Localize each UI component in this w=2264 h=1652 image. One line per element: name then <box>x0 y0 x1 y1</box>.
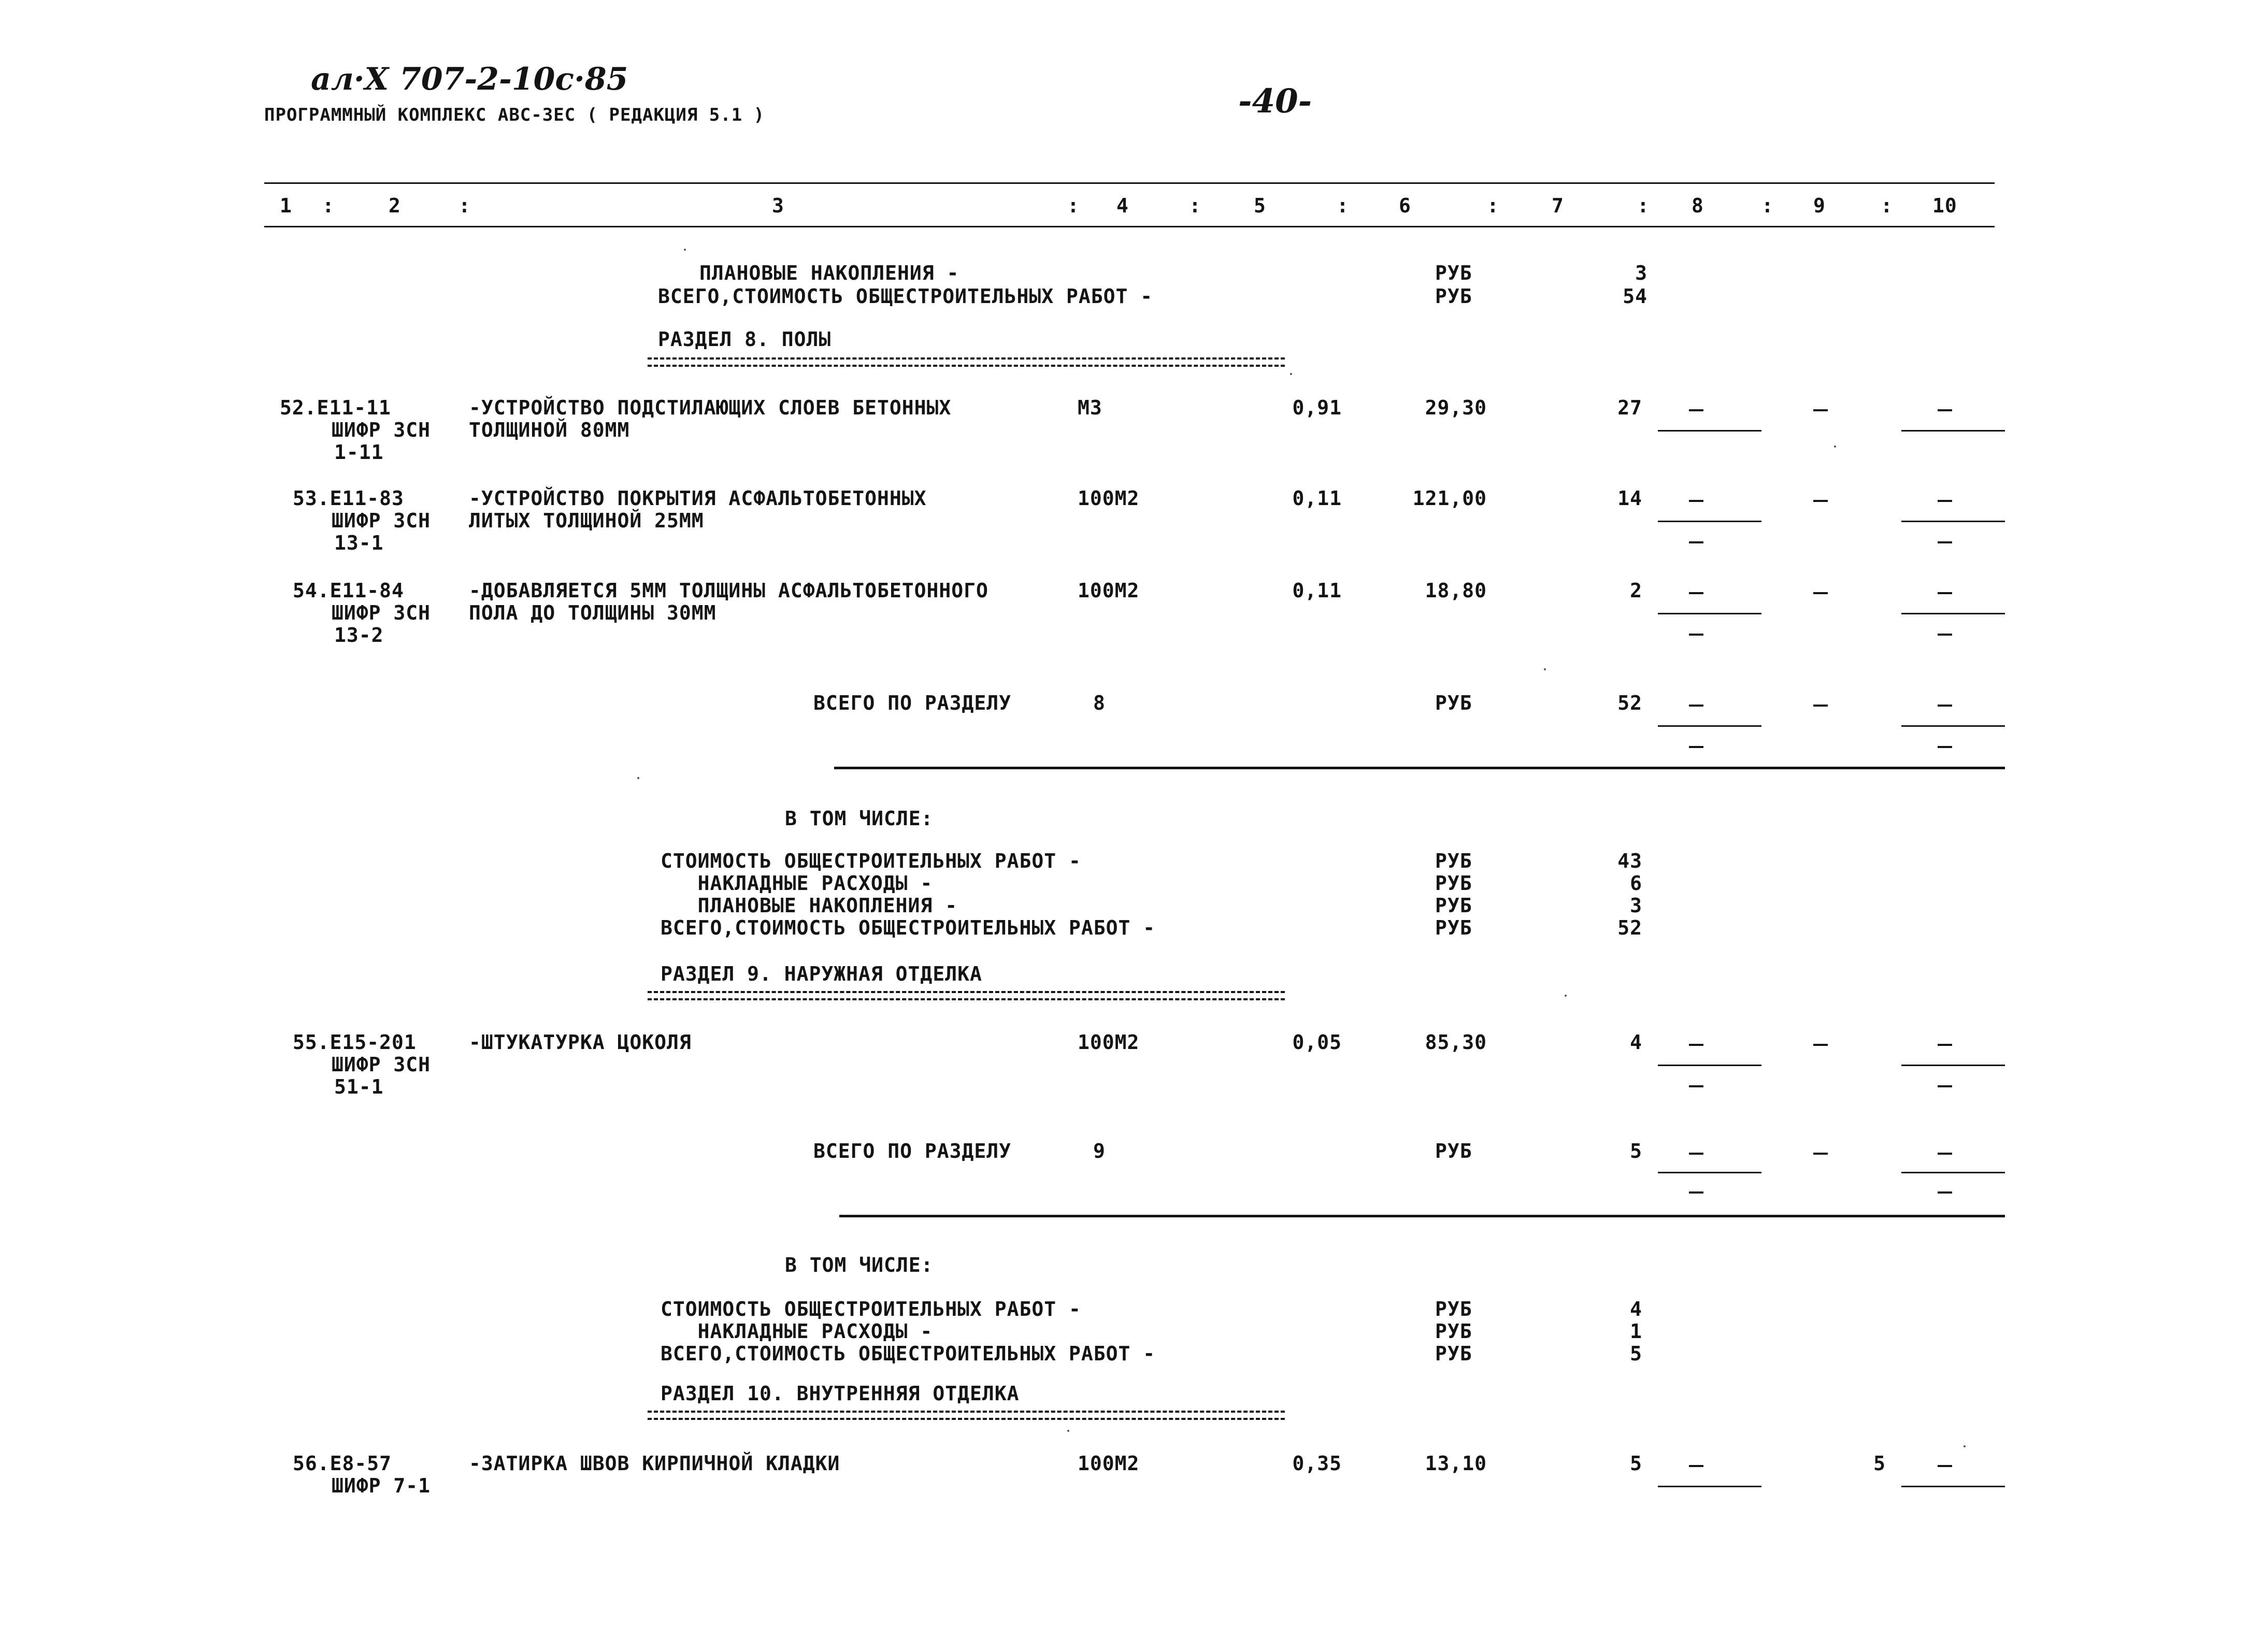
subtotal-label: ВСЕГО ПО РАЗДЕЛУ <box>813 692 1012 714</box>
col-5: 5 <box>1254 194 1266 217</box>
section-title: РАЗДЕЛ 9. НАРУЖНАЯ ОТДЕЛКА <box>661 963 982 985</box>
cell-underline <box>1901 613 2005 614</box>
breakdown-value: 43 <box>1617 850 1642 872</box>
col-10: 10 <box>1932 194 1957 217</box>
summary-unit: РУБ <box>1435 285 1472 308</box>
item-unit: 100М2 <box>1078 1452 1140 1475</box>
item-code-cipher: ШИФР 7-1 <box>332 1474 431 1497</box>
breakdown-unit: РУБ <box>1435 1320 1472 1343</box>
item-quantity: 0,11 <box>1292 579 1342 602</box>
col8-dash <box>1689 1465 1703 1467</box>
col10-dash <box>1938 592 1952 594</box>
subtotal-rule <box>834 767 2005 769</box>
col8-dash <box>1689 409 1703 411</box>
section-title: РАЗДЕЛ 8. ПОЛЫ <box>658 328 832 351</box>
item-code: 53.Е11-83 <box>293 487 404 510</box>
item-code-cipher: ШИФР ЗСН <box>332 1053 431 1076</box>
scan-noise <box>1565 995 1567 997</box>
section-title: РАЗДЕЛ 10. ВНУТРЕННЯЯ ОТДЕЛКА <box>661 1382 1020 1405</box>
breakdown-unit: РУБ <box>1435 850 1472 872</box>
item-price: 121,00 <box>1412 487 1487 510</box>
item-description: -ШТУКАТУРКА ЦОКОЛЯ <box>469 1031 692 1054</box>
subtotal-unit: РУБ <box>1435 692 1472 714</box>
scan-noise <box>1544 668 1546 670</box>
program-title: ПРОГРАММНЫЙ КОМПЛЕКС АВС-ЗЕС ( РЕДАКЦИЯ 5.1 ) <box>264 105 765 125</box>
cell-underline <box>1658 725 1761 727</box>
col8-dash <box>1689 1044 1703 1046</box>
cell-underline <box>1901 521 2005 522</box>
section-underline <box>648 357 1285 367</box>
subtotal-rule <box>839 1215 2005 1217</box>
col-sep: : <box>322 194 335 217</box>
col-sep: : <box>1337 194 1349 217</box>
cell-underline <box>1901 1172 2005 1173</box>
subtotal-label: ВСЕГО ПО РАЗДЕЛУ <box>813 1140 1012 1162</box>
col8-dash <box>1689 1191 1703 1194</box>
cell-underline <box>1658 521 1761 522</box>
col-sep: : <box>1761 194 1774 217</box>
col-6: 6 <box>1399 194 1411 217</box>
col10-dash <box>1938 705 1952 707</box>
summary-unit: РУБ <box>1435 262 1472 284</box>
col-9: 9 <box>1813 194 1826 217</box>
subtotal-unit: РУБ <box>1435 1140 1472 1162</box>
col-sep: : <box>1189 194 1201 217</box>
breakdown-label: ВСЕГО,СТОИМОСТЬ ОБЩЕСТРОИТЕЛЬНЫХ РАБОТ - <box>661 1342 1156 1365</box>
including-heading: В ТОМ ЧИСЛЕ: <box>785 807 934 830</box>
summary-label: ПЛАНОВЫЕ НАКОПЛЕНИЯ - <box>699 262 959 284</box>
col10-dash <box>1938 634 1952 636</box>
item-unit: М3 <box>1078 396 1102 419</box>
col8-dash <box>1689 705 1703 707</box>
item-description: ТОЛЩИНОЙ 80ММ <box>469 419 630 441</box>
col-1: 1 <box>280 194 292 217</box>
breakdown-value: 52 <box>1617 916 1642 939</box>
col8-dash <box>1689 1153 1703 1155</box>
scan-noise <box>684 249 686 251</box>
subtotal-section-number: 8 <box>1093 692 1106 714</box>
breakdown-label: ПЛАНОВЫЕ НАКОПЛЕНИЯ - <box>661 894 958 917</box>
col10-dash <box>1938 1044 1952 1046</box>
breakdown-unit: РУБ <box>1435 872 1472 895</box>
item-code: 54.Е11-84 <box>293 579 404 602</box>
item-code-cipher: ШИФР ЗСН <box>332 601 431 624</box>
breakdown-value: 1 <box>1630 1320 1642 1343</box>
item-unit: 100М2 <box>1078 487 1140 510</box>
item-description: ПОЛА ДО ТОЛЩИНЫ 30ММ <box>469 601 717 624</box>
cell-underline <box>1658 1172 1761 1173</box>
item-total: 27 <box>1617 396 1642 419</box>
col-sep: : <box>1881 194 1893 217</box>
section-underline <box>648 991 1285 1000</box>
cell-underline <box>1658 1486 1761 1487</box>
cell-underline <box>1658 613 1761 614</box>
breakdown-value: 4 <box>1630 1298 1642 1320</box>
section-underline <box>648 1411 1285 1420</box>
col10-dash <box>1938 1191 1952 1194</box>
cell-underline <box>1901 430 2005 432</box>
col10-dash <box>1938 1465 1952 1467</box>
breakdown-label: ВСЕГО,СТОИМОСТЬ ОБЩЕСТРОИТЕЛЬНЫХ РАБОТ - <box>661 916 1156 939</box>
item-quantity: 0,35 <box>1292 1452 1342 1475</box>
item-description: -ДОБАВЛЯЕТСЯ 5ММ ТОЛЩИНЫ АСФАЛЬТОБЕТОННОГО <box>469 579 988 602</box>
item-description: -ЗАТИРКА ШВОВ КИРПИЧНОЙ КЛАДКИ <box>469 1452 840 1475</box>
col-4: 4 <box>1116 194 1129 217</box>
breakdown-label: СТОИМОСТЬ ОБЩЕСТРОИТЕЛЬНЫХ РАБОТ - <box>661 850 1081 872</box>
breakdown-unit: РУБ <box>1435 894 1472 917</box>
item-code: 56.Е8-57 <box>293 1452 392 1475</box>
item-price: 29,30 <box>1425 396 1487 419</box>
item-code-number: 1-11 <box>334 441 384 464</box>
scan-noise <box>637 777 639 779</box>
breakdown-value: 5 <box>1630 1342 1642 1365</box>
item-unit: 100М2 <box>1078 579 1140 602</box>
subtotal-value: 5 <box>1630 1140 1642 1162</box>
col8-dash <box>1689 541 1703 543</box>
item-quantity: 0,11 <box>1292 487 1342 510</box>
col9-dash <box>1813 592 1828 594</box>
header-rule-top <box>264 182 1995 184</box>
item-description: -УСТРОЙСТВО ПОДСТИЛАЮЩИХ СЛОЕВ БЕТОННЫХ <box>469 396 952 419</box>
col10-dash <box>1938 1085 1952 1087</box>
col9-dash <box>1813 1044 1828 1046</box>
col-sep: : <box>458 194 471 217</box>
item-code: 52.Е11-11 <box>280 396 391 419</box>
item-unit: 100М2 <box>1078 1031 1140 1054</box>
col8-dash <box>1689 1085 1703 1087</box>
subtotal-section-number: 9 <box>1093 1140 1106 1162</box>
col8-dash <box>1689 592 1703 594</box>
breakdown-label: НАКЛАДНЫЕ РАСХОДЫ - <box>661 872 933 895</box>
breakdown-unit: РУБ <box>1435 916 1472 939</box>
summary-value: 54 <box>1623 285 1647 308</box>
handwritten-reference: ал·X 707-2-10с·85 <box>311 61 628 97</box>
item-code-cipher: ШИФР ЗСН <box>332 509 431 532</box>
item-quantity: 0,91 <box>1292 396 1342 419</box>
item-code-number: 51-1 <box>334 1075 384 1098</box>
cell-underline <box>1901 725 2005 727</box>
col9-dash <box>1813 500 1828 502</box>
col-sep: : <box>1487 194 1499 217</box>
col9-dash <box>1813 1153 1828 1155</box>
col10-dash <box>1938 746 1952 748</box>
col-8: 8 <box>1692 194 1704 217</box>
scan-noise <box>1964 1445 1966 1447</box>
summary-value: 3 <box>1635 262 1647 284</box>
scan-noise <box>1067 1430 1069 1432</box>
col9-dash <box>1813 409 1828 411</box>
col-3: 3 <box>772 194 784 217</box>
col10-dash <box>1938 1153 1952 1155</box>
item-description: -УСТРОЙСТВО ПОКРЫТИЯ АСФАЛЬТОБЕТОННЫХ <box>469 487 927 510</box>
item-total: 2 <box>1630 579 1642 602</box>
col10-dash <box>1938 541 1952 543</box>
breakdown-unit: РУБ <box>1435 1298 1472 1320</box>
item-code: 55.Е15-201 <box>293 1031 417 1054</box>
item-total: 14 <box>1617 487 1642 510</box>
header-rule-bottom <box>264 226 1995 227</box>
cell-underline <box>1901 1486 2005 1487</box>
page-number: -40- <box>1238 82 1312 121</box>
cell-underline <box>1901 1065 2005 1066</box>
item-col9-value: 5 <box>1873 1452 1886 1475</box>
subtotal-value: 52 <box>1617 692 1642 714</box>
item-description: ЛИТЫХ ТОЛЩИНОЙ 25ММ <box>469 509 704 532</box>
including-heading: В ТОМ ЧИСЛЕ: <box>785 1254 934 1276</box>
breakdown-label: СТОИМОСТЬ ОБЩЕСТРОИТЕЛЬНЫХ РАБОТ - <box>661 1298 1081 1320</box>
item-code-cipher: ШИФР ЗСН <box>332 419 431 441</box>
col8-dash <box>1689 746 1703 748</box>
item-price: 13,10 <box>1425 1452 1487 1475</box>
item-total: 4 <box>1630 1031 1642 1054</box>
col8-dash <box>1689 634 1703 636</box>
item-code-number: 13-2 <box>334 624 384 647</box>
breakdown-label: НАКЛАДНЫЕ РАСХОДЫ - <box>661 1320 933 1343</box>
item-price: 85,30 <box>1425 1031 1487 1054</box>
item-code-number: 13-1 <box>334 531 384 554</box>
item-total: 5 <box>1630 1452 1642 1475</box>
col-7: 7 <box>1552 194 1564 217</box>
breakdown-value: 3 <box>1630 894 1642 917</box>
col-sep: : <box>1067 194 1080 217</box>
item-price: 18,80 <box>1425 579 1487 602</box>
col10-dash <box>1938 409 1952 411</box>
breakdown-value: 6 <box>1630 872 1642 895</box>
item-quantity: 0,05 <box>1292 1031 1342 1054</box>
col-sep: : <box>1637 194 1650 217</box>
cell-underline <box>1658 1065 1761 1066</box>
breakdown-unit: РУБ <box>1435 1342 1472 1365</box>
summary-label: ВСЕГО,СТОИМОСТЬ ОБЩЕСТРОИТЕЛЬНЫХ РАБОТ - <box>658 285 1153 308</box>
col-2: 2 <box>389 194 401 217</box>
cell-underline <box>1658 430 1761 432</box>
scan-noise <box>1834 446 1836 448</box>
col9-dash <box>1813 705 1828 707</box>
scan-noise <box>1290 373 1292 375</box>
col10-dash <box>1938 500 1952 502</box>
col8-dash <box>1689 500 1703 502</box>
